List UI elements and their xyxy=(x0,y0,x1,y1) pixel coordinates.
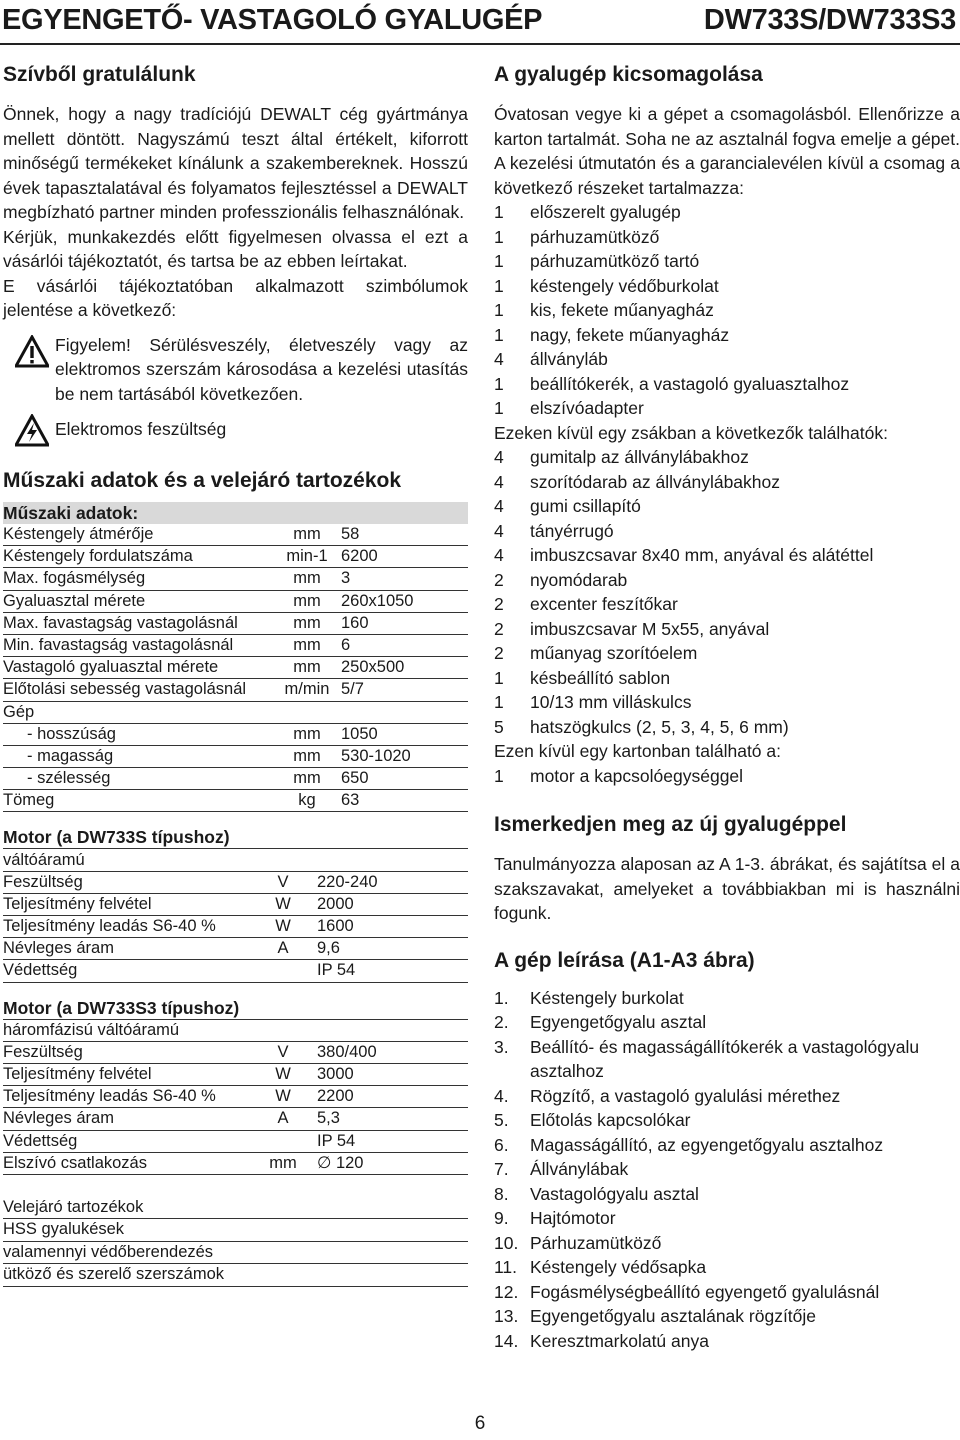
item-quantity: 2 xyxy=(494,594,504,614)
spec-label: Teljesítmény leadás S6-40 % xyxy=(3,916,253,938)
spec-value xyxy=(313,849,468,871)
item-quantity: 1 xyxy=(494,692,504,712)
symbols-intro: E vásárlói tájékoztatóban alkalmazott szimbólumok jelentése a következő: xyxy=(3,275,468,320)
motor1-table xyxy=(3,849,468,982)
description-heading: A gép leírása (A1-A3 ábra) xyxy=(494,948,755,972)
part-item xyxy=(494,1010,960,1035)
item-quantity: 4 xyxy=(494,545,504,565)
spec-row xyxy=(3,546,468,568)
spec-row xyxy=(3,960,468,982)
list-item xyxy=(494,641,960,666)
spec-unit: mm xyxy=(277,612,337,634)
tech-data-subheading: Műszaki adatok: xyxy=(3,502,468,524)
spec-unit: mm xyxy=(277,768,337,790)
spec-unit xyxy=(253,1130,313,1152)
item-text: kis, fekete műanyagház xyxy=(530,300,714,320)
spec-unit: V xyxy=(253,871,313,893)
spec-unit xyxy=(253,960,313,982)
item-text: motor a kapcsolóegységgel xyxy=(530,765,744,786)
spec-row xyxy=(3,1086,468,1108)
spec-unit: W xyxy=(253,1086,313,1108)
meet-heading: Ismerkedjen meg az új gyalugéppel xyxy=(494,813,847,836)
part-number: 4. xyxy=(494,1085,509,1106)
part-number: 2. xyxy=(494,1012,509,1032)
list-item xyxy=(494,445,960,470)
part-name: Késtengely burkolat xyxy=(530,987,684,1008)
item-quantity: 2 xyxy=(494,569,504,590)
part-name: Keresztmarkolatú anya xyxy=(530,1330,709,1351)
spec-unit xyxy=(277,701,337,723)
spec-row xyxy=(3,1063,468,1085)
model-number: DW733S/DW733S3 xyxy=(703,4,956,36)
part-name: Párhuzamütköző xyxy=(530,1232,662,1253)
item-text: késbeállító sablon xyxy=(530,667,671,688)
part-name: Rögzítő, a vastagoló gyalulási mérethez xyxy=(530,1085,841,1106)
list-item xyxy=(494,396,960,421)
header-rule xyxy=(0,43,960,45)
part-name: Magasságállító, az egyengetőgyalu asztalhoz xyxy=(530,1134,884,1155)
spec-row xyxy=(3,657,468,679)
spec-value: 380/400 xyxy=(313,1041,468,1063)
spec-row xyxy=(3,524,468,546)
spec-value: 1050 xyxy=(337,723,468,745)
list-item xyxy=(494,323,960,348)
tech-data-heading: Műszaki adatok és a velejáró tartozékok xyxy=(3,469,402,492)
item-text: 10/13 mm villáskulcs xyxy=(530,692,692,712)
list-item xyxy=(494,494,960,519)
spec-label: - magasság xyxy=(3,745,277,767)
part-item xyxy=(494,1035,960,1084)
list-item xyxy=(494,519,960,544)
spec-label: - hosszúság xyxy=(3,723,277,745)
meet-text: Tanulmányozza alaposan az A 1-3. ábrákat, és sajátítsa el a szakszavakat, amelyeket a továbbiakban mi is használni fogunk. xyxy=(494,854,960,923)
item-quantity: 1 xyxy=(494,251,504,271)
spec-value: 5,3 xyxy=(313,1108,468,1130)
spec-label: Feszültség xyxy=(3,1041,253,1063)
part-item xyxy=(494,1231,960,1256)
list-item xyxy=(494,347,960,372)
spec-value: 5/7 xyxy=(337,679,468,701)
spec-label: háromfázisú váltóáramú xyxy=(3,1020,253,1042)
item-text: párhuzamütköző tartó xyxy=(530,251,700,271)
congrats-heading: Szívből gratulálunk xyxy=(3,63,196,86)
list-item xyxy=(494,764,960,789)
spec-value: 2200 xyxy=(313,1086,468,1108)
item-quantity: 1 xyxy=(494,667,504,688)
spec-label: Gyaluasztal mérete xyxy=(3,590,277,612)
document-title: EGYENGETŐ- VASTAGOLÓ GYALUGÉP xyxy=(2,4,543,36)
part-name: Vastagológyalu asztal xyxy=(530,1183,699,1204)
spec-row xyxy=(3,590,468,612)
spec-value: ∅ 120 xyxy=(313,1152,468,1174)
spec-label: Névleges áram xyxy=(3,938,253,960)
spec-value: 1600 xyxy=(313,916,468,938)
part-name: Késtengely védősapka xyxy=(530,1257,707,1277)
item-text: hatszögkulcs (2, 5, 3, 4, 5, 6 mm) xyxy=(530,716,789,737)
list-item xyxy=(494,592,960,617)
item-quantity: 4 xyxy=(494,447,504,467)
spec-value xyxy=(337,701,468,723)
item-quantity: 4 xyxy=(494,471,504,492)
spec-label: Min. favastagság vastagolásnál xyxy=(3,634,277,656)
spec-row xyxy=(3,679,468,701)
part-item xyxy=(494,986,960,1011)
part-item xyxy=(494,1133,960,1158)
part-name: Egyengetőgyalu asztal xyxy=(530,1012,707,1032)
spec-label: Előtolási sebesség vastagolásnál xyxy=(3,679,277,701)
spec-row xyxy=(3,871,468,893)
spec-label: Védettség xyxy=(3,1130,253,1152)
spec-unit: V xyxy=(253,1041,313,1063)
spec-value: 3000 xyxy=(313,1063,468,1085)
spec-unit: mm xyxy=(277,657,337,679)
part-item xyxy=(494,1206,960,1231)
part-name: Hajtómotor xyxy=(530,1208,616,1228)
spec-value: 250x500 xyxy=(337,657,468,679)
item-text: elszívóadapter xyxy=(530,398,644,418)
spec-unit: mm xyxy=(277,723,337,745)
list-item xyxy=(494,274,960,299)
voltage-symbol-row xyxy=(3,412,468,446)
part-number: 9. xyxy=(494,1208,509,1228)
spec-row xyxy=(3,768,468,790)
list-item xyxy=(494,200,960,225)
spec-unit: mm xyxy=(277,634,337,656)
intro-paragraph: Önnek, hogy a nagy tradíciójú DEWALT cég gyártmánya mellett döntött. Nagyszámú teszt által értékelt, kiforrott minőségű termékeket kínálunk a szakembereknek. Hosszú évek tapasztalatával és folyamatos fejlesztéssel a DEWALT megbízható partner minden professzionális felhasználónak. xyxy=(3,104,468,222)
box-intro: Ezen kívül egy kartonban található a: xyxy=(494,741,781,761)
item-text: előszerelt gyalugép xyxy=(530,202,681,222)
spec-label: Teljesítmény felvétel xyxy=(3,893,253,915)
part-number: 1. xyxy=(494,987,509,1008)
motor2-table xyxy=(3,1020,468,1175)
spec-table xyxy=(3,524,468,812)
page-number: 6 xyxy=(474,1413,486,1434)
item-text: beállítókerék, a vastagoló gyaluasztalhoz xyxy=(530,373,850,394)
list-item xyxy=(494,690,960,715)
spec-label: Vastagoló gyaluasztal mérete xyxy=(3,657,277,679)
spec-label: Teljesítmény leadás S6-40 % xyxy=(3,1086,253,1108)
spec-row xyxy=(3,1108,468,1130)
spec-unit: min-1 xyxy=(277,546,337,568)
spec-row xyxy=(3,1130,468,1152)
spec-label: Max. fogásmélység xyxy=(3,568,277,590)
right-column xyxy=(494,62,960,1353)
list-item xyxy=(494,249,960,274)
spec-label: Késtengely átmérője xyxy=(3,524,277,546)
spec-label: Max. favastagság vastagolásnál xyxy=(3,612,277,634)
part-item xyxy=(494,1255,960,1280)
spec-unit: A xyxy=(253,1108,313,1130)
list-item xyxy=(494,543,960,568)
item-text: imbuszcsavar M 5x55, anyával xyxy=(530,618,770,639)
item-text: nagy, fekete műanyagház xyxy=(530,324,730,345)
warning-text: Figyelem! Sérülésveszély, életveszély vagy az elektromos szerszám károsodása a kezelési utasítás be nem tartásából következően. xyxy=(55,334,468,404)
list-item xyxy=(494,617,960,642)
item-quantity: 1 xyxy=(494,202,504,222)
spec-value: 63 xyxy=(337,790,468,812)
spec-value: 9,6 xyxy=(313,938,468,960)
accessory-item: ütköző és szerelő szerszámok xyxy=(3,1264,468,1287)
part-number: 5. xyxy=(494,1110,509,1130)
part-name: Beállító- és magasságállítókerék a vastagológyalu asztalhoz xyxy=(530,1036,920,1081)
item-text: nyomódarab xyxy=(530,569,628,590)
spec-label: Gép xyxy=(3,701,277,723)
part-number: 11. xyxy=(494,1257,518,1277)
part-number: 8. xyxy=(494,1183,509,1204)
read-instructions-paragraph: Kérjük, munkakezdés előtt figyelmesen olvassa el ezt a vásárlói tájékoztatót, és tartsa be az ebben leírtakat. xyxy=(3,226,468,271)
part-number: 3. xyxy=(494,1036,509,1057)
list-item xyxy=(494,372,960,397)
part-item xyxy=(494,1329,960,1354)
spec-row xyxy=(3,701,468,723)
accessory-item: Velejáró tartozékok xyxy=(3,1197,468,1220)
list-item xyxy=(494,470,960,495)
spec-row xyxy=(3,723,468,745)
spec-value: IP 54 xyxy=(313,1130,468,1152)
spec-value: 3 xyxy=(337,568,468,590)
part-number: 13. xyxy=(494,1306,519,1326)
item-quantity: 1 xyxy=(494,324,504,345)
part-number: 6. xyxy=(494,1134,509,1155)
spec-value: 650 xyxy=(337,768,468,790)
spec-unit: mm xyxy=(253,1152,313,1174)
spec-label: Késtengely fordulatszáma xyxy=(3,546,277,568)
spec-label: Névleges áram xyxy=(3,1108,253,1130)
item-quantity: 5 xyxy=(494,716,504,737)
spec-value: 260x1050 xyxy=(337,590,468,612)
item-quantity: 1 xyxy=(494,398,504,418)
list-item xyxy=(494,298,960,323)
part-item xyxy=(494,1157,960,1182)
spec-unit: m/min xyxy=(277,679,337,701)
spec-value: IP 54 xyxy=(313,960,468,982)
item-text: késtengely védőburkolat xyxy=(530,275,719,296)
parts-description-list xyxy=(494,986,960,1354)
spec-value: 58 xyxy=(337,524,468,546)
part-number: 10. xyxy=(494,1232,519,1253)
part-item xyxy=(494,1304,960,1329)
spec-value: 160 xyxy=(337,612,468,634)
spec-label: - szélesség xyxy=(3,768,277,790)
bag-intro: Ezeken kívül egy zsákban a következők találhatók: xyxy=(494,422,888,443)
spec-row xyxy=(3,1020,468,1042)
item-quantity: 1 xyxy=(494,275,504,296)
item-text: gumitalp az állványlábakhoz xyxy=(530,447,749,467)
electric-hazard-icon xyxy=(15,414,49,448)
unpacking-intro: Óvatosan vegye ki a gépet a csomagolásból. Ellenőrizze a karton tartalmát. Soha ne az asztalnál fogva emelje a gépet. A kezelési útmutatón és a garancialevélen kívül a csomag a következő részeket tartalmazza: xyxy=(494,104,960,198)
box-contents-list xyxy=(494,764,960,789)
spec-row xyxy=(3,568,468,590)
spec-value xyxy=(313,1020,468,1042)
item-quantity: 4 xyxy=(494,496,504,516)
part-name: Előtolás kapcsolókar xyxy=(530,1110,691,1130)
list-item xyxy=(494,715,960,740)
spec-row xyxy=(3,1152,468,1174)
item-text: szorítódarab az állványlábakhoz xyxy=(530,471,781,492)
item-quantity: 1 xyxy=(494,765,504,786)
spec-row xyxy=(3,938,468,960)
warning-triangle-icon xyxy=(15,335,49,369)
item-text: gumi csillapító xyxy=(530,496,641,516)
item-text: állványláb xyxy=(530,349,608,369)
item-quantity: 4 xyxy=(494,349,504,369)
motor2-heading: Motor (a DW733S3 típushoz) xyxy=(3,997,468,1020)
package-contents-list xyxy=(494,200,960,421)
spec-value: 220-240 xyxy=(313,871,468,893)
item-text: excenter feszítőkar xyxy=(530,594,678,614)
accessory-item: valamennyi védőberendezés xyxy=(3,1242,468,1265)
spec-value: 6200 xyxy=(337,546,468,568)
item-text: imbuszcsavar 8x40 mm, anyával és alátéttel xyxy=(530,545,874,565)
spec-value: 6 xyxy=(337,634,468,656)
part-item xyxy=(494,1182,960,1207)
spec-unit: mm xyxy=(277,745,337,767)
item-quantity: 1 xyxy=(494,300,504,320)
item-text: műanyag szorítóelem xyxy=(530,643,698,663)
spec-label: Elszívó csatlakozás xyxy=(3,1152,253,1174)
spec-label: Tömeg xyxy=(3,790,277,812)
spec-value: 530-1020 xyxy=(337,745,468,767)
list-item xyxy=(494,666,960,691)
item-text: párhuzamütköző xyxy=(530,226,660,247)
spec-unit: mm xyxy=(277,524,337,546)
part-number: 7. xyxy=(494,1159,509,1179)
spec-row xyxy=(3,790,468,812)
item-text: tányérrugó xyxy=(530,520,614,541)
part-name: Fogásmélységbeállító egyengető gyalulásnál xyxy=(530,1281,880,1302)
part-number: 14. xyxy=(494,1330,519,1351)
spec-unit xyxy=(253,1020,313,1042)
spec-unit: mm xyxy=(277,590,337,612)
item-quantity: 4 xyxy=(494,520,504,541)
voltage-text: Elektromos feszültség xyxy=(55,419,227,439)
spec-row xyxy=(3,893,468,915)
spec-label: Teljesítmény felvétel xyxy=(3,1063,253,1085)
accessories-list xyxy=(3,1197,468,1287)
spec-unit: W xyxy=(253,916,313,938)
spec-row xyxy=(3,634,468,656)
list-item xyxy=(494,568,960,593)
spec-value: 2000 xyxy=(313,893,468,915)
spec-label: Feszültség xyxy=(3,871,253,893)
accessory-item: HSS gyalukések xyxy=(3,1219,468,1242)
item-quantity: 1 xyxy=(494,373,504,394)
part-item xyxy=(494,1280,960,1305)
part-number: 12. xyxy=(494,1281,519,1302)
spec-unit: mm xyxy=(277,568,337,590)
spec-row xyxy=(3,745,468,767)
spec-unit xyxy=(253,849,313,871)
item-quantity: 1 xyxy=(494,226,504,247)
part-name: Állványlábak xyxy=(530,1159,629,1179)
spec-row xyxy=(3,612,468,634)
spec-row xyxy=(3,916,468,938)
part-name: Egyengetőgyalu asztalának rögzítője xyxy=(530,1306,817,1326)
list-item xyxy=(494,225,960,250)
spec-label: Védettség xyxy=(3,960,253,982)
spec-unit: kg xyxy=(277,790,337,812)
item-quantity: 2 xyxy=(494,618,504,639)
bag-contents-list xyxy=(494,445,960,739)
part-item xyxy=(494,1108,960,1133)
item-quantity: 2 xyxy=(494,643,504,663)
page-header xyxy=(0,0,960,46)
spec-unit: A xyxy=(253,938,313,960)
spec-unit: W xyxy=(253,893,313,915)
spec-label: váltóáramú xyxy=(3,849,253,871)
spec-unit: W xyxy=(253,1063,313,1085)
motor1-heading: Motor (a DW733S típushoz) xyxy=(3,826,468,849)
unpacking-heading: A gyalugép kicsomagolása xyxy=(494,63,763,86)
spec-row xyxy=(3,849,468,871)
part-item xyxy=(494,1084,960,1109)
spec-row xyxy=(3,1041,468,1063)
left-column xyxy=(3,62,468,1287)
warning-symbol-row xyxy=(3,333,468,407)
